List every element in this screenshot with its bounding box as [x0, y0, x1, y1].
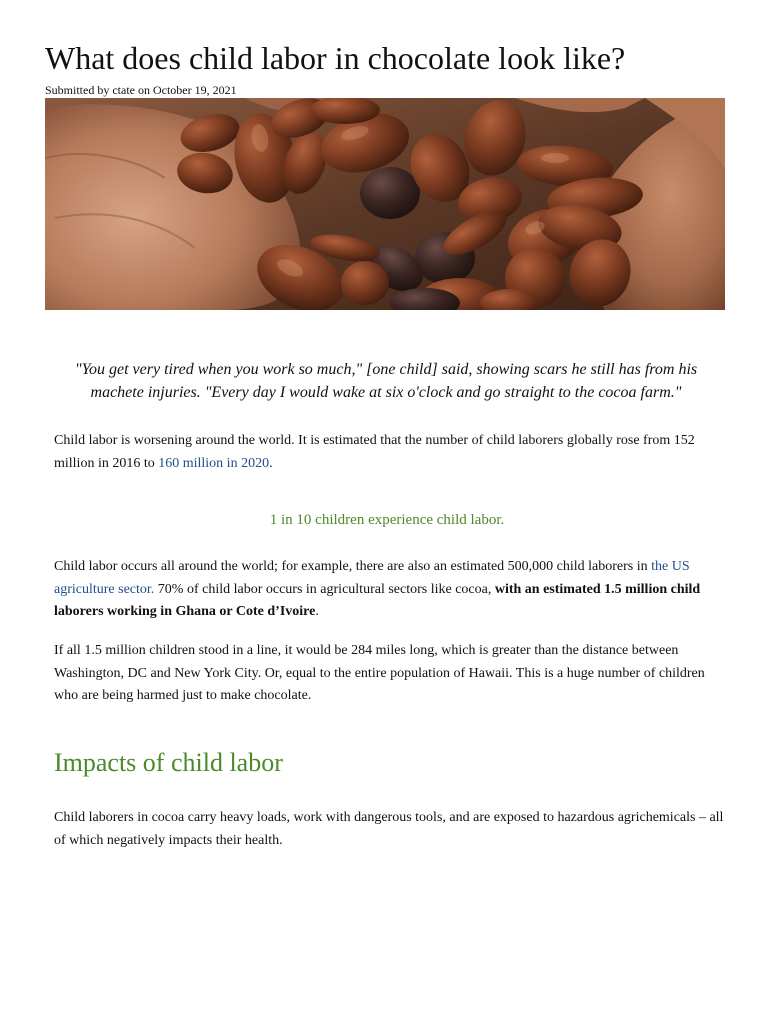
- highlight-statistic: 1 in 10 children experience child labor.: [269, 512, 505, 528]
- submitted-by-line: Submitted by ctate on October 19, 2021: [45, 83, 237, 97]
- paragraph-2-end: .: [315, 604, 319, 619]
- hero-image: [45, 98, 725, 310]
- paragraph-child-labor-worsening: [54, 430, 726, 475]
- paragraph-1-text: Child labor is worsening around the world. It is estimated that the number of child laborers globally rose from 152 million in 2016 to: [54, 433, 695, 471]
- page-title: What does child labor in chocolate look like?: [45, 40, 626, 76]
- paragraph-2-middle: 70% of child labor occurs in agricultural sectors like cocoa,: [154, 581, 495, 597]
- paragraph-impacts: Child laborers in cocoa carry heavy loads, work with dangerous tools, and are exposed to hazardous agrichemicals – all of which negatively impacts their health.: [54, 810, 724, 848]
- paragraph-2-bold: with an estimated 1.5 million child laborers working in Ghana or Cote d’Ivoire: [54, 581, 701, 619]
- paragraph-1-end: .: [269, 455, 273, 471]
- link-us-agriculture-sector[interactable]: the US agriculture sector.: [54, 559, 690, 597]
- paragraph-2-text: Child labor occurs all around the world; for example, there are also an estimated 500,000 child laborers in: [54, 559, 652, 574]
- section-heading-impacts: Impacts of child labor: [54, 748, 283, 777]
- child-quote: "You get very tired when you work so much," [one child] said, showing scars he still has from his machete injuries. "Every day I would wake at six o'clock and go straight to the cocoa farm.": [74, 361, 698, 401]
- paragraph-child-labor-worldwide: [54, 556, 726, 624]
- cocoa-beans-in-hands-image: [45, 98, 725, 310]
- paragraph-line-comparison: If all 1.5 million children stood in a line, it would be 284 miles long, which is greater than the distance between Washington, DC and New York City. Or, equal to the entire population of Hawaii. This is a huge number of children who are being harmed just to make chocolate.: [54, 643, 705, 703]
- link-160-million-2020[interactable]: 160 million in 2020: [158, 455, 270, 471]
